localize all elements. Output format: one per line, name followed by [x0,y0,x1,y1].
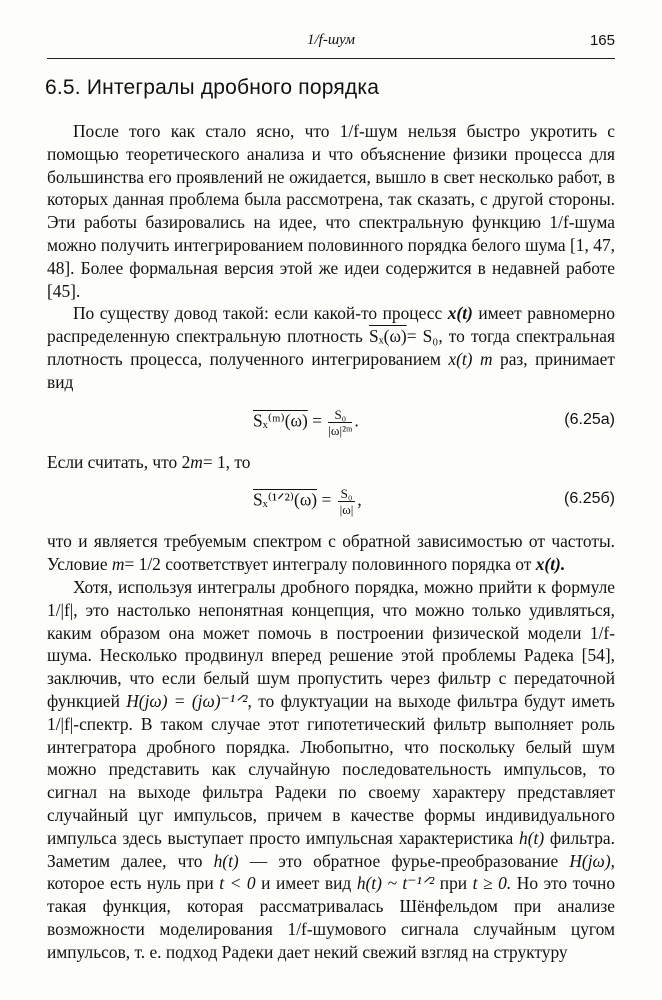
formula-b-numerator: S₀ [338,486,356,502]
paragraph-1: После того как стало ясно, что 1/f-шум нельзя быстро укротить с помощью теоретического анализа и что объяснение физики процесса для большинства его проявлений не ожидается, вышло в свет несколько работ, в которых данная проблема была рассмотрена, так сказать, с другой стороны. Эти работы базировались на идее, что спектральную функцию 1/f-шума можно получить интегрированием половинного порядка белого шума [1, 47, 48]. Более формальная версия этой же идеи содержится в недавней работе [45]. [47,121,615,301]
formula-b: Sₓ⁽¹ᐟ²⁾(ω) = $\frac{\text{S₀}}{|\omega|}$ , [253,486,362,518]
formula-b-denominator: |ω| [339,502,354,518]
formula-b-eq: = [321,489,332,510]
equation-6-25a [47,399,615,445]
formula-b-fraction [338,486,356,517]
running-title: 1/f-шум [306,32,355,48]
paragraph-5: Хотя, используя интегралы дробного порядка, можно прийти к формуле 1/|f|, это настолько непонятная концепция, что можно только удивляться, каким образом она может помочь в построении физической модели 1/f-шума. Несколько продвинул вперед решение этой проблемы Радека [54], заключив, что если белый шум пропустить через фильтр с передаточной функцией H(jω) = (jω)⁻¹ᐟ², то флуктуации на выходе фильтра будут иметь 1/|f|-спектр. В таком случае этот гипотетический фильтр выполняет роль интегратора дробного порядка. Любопытно, что поскольку белый шум можно представить как случайную последовательность импульсов, то сигнал на выходе фильтра Радеки по своему характеру представляет случайный цуг импульсов, причем в качестве формы индивидуального импульса здесь выступает просто импульсная характеристика h(t) фильтра. Заметим далее, что h(t) — это обратное фурье-преобразование H(jω), которое есть нуль при t < 0 и имеет вид h(t) ~ t⁻¹ᐟ² при t ≥ 0. Но это точно такая функция, которая рассматривалась Шёнфельдом при анализе возможности моделирования 1/f-шумового сигнала случайным цугом импульсов, т. е. подход Радеки дает некий свежий взгляд на структуру [47,576,616,962]
page-number: 165 [589,32,615,49]
math-xt-2: x(t) [448,348,473,369]
formula-a-lhs: Sₓ⁽ᵐ⁾(ω) [253,410,308,431]
header-rule [47,58,615,59]
math-sx: Sₓ(ω) [368,326,407,347]
paragraph-4: что и является требуемым спектром с обратной зависимостью от частоты. Условие m= 1/2 соответствует интегралу половинного порядка от x(t). [47,531,615,575]
equation-6-25b [47,478,615,524]
formula-a-denominator: |ω|²ᵐ [328,422,353,438]
math-xt: x(t) [447,303,473,324]
transfer-function: H(jω) = (jω)⁻¹ᐟ² [126,690,248,711]
page-body [47,120,615,964]
equation-label-a: (6.25а) [564,410,615,428]
paragraph-2: По существу довод такой: если какой-то процесс x(t) имеет равномерно распределенную спектральную плотность Sₓ(ω)= S₀, то тогда спектральная плотность процесса, полученного интегрированием x(t) m раз, принимает вид [47,303,615,392]
formula-a: Sₓ⁽ᵐ⁾(ω) = $\frac{\text{S₀}}{\text{|ω|²ᵐ}}$ . [253,406,359,438]
math-m: m [479,348,493,369]
paragraph-3: Если считать, что 2m= 1, то [47,451,251,472]
formula-a-eq: = [312,410,322,431]
running-header [47,32,615,54]
equation-label-b: (6.25б) [564,490,615,508]
formula-b-lhs: Sₓ⁽¹ᐟ²⁾(ω) [253,489,318,510]
formula-a-fraction [328,407,352,438]
section-title: 6.5. Интегралы дробного порядка [45,76,380,99]
formula-a-numerator: S₀ [328,407,352,423]
